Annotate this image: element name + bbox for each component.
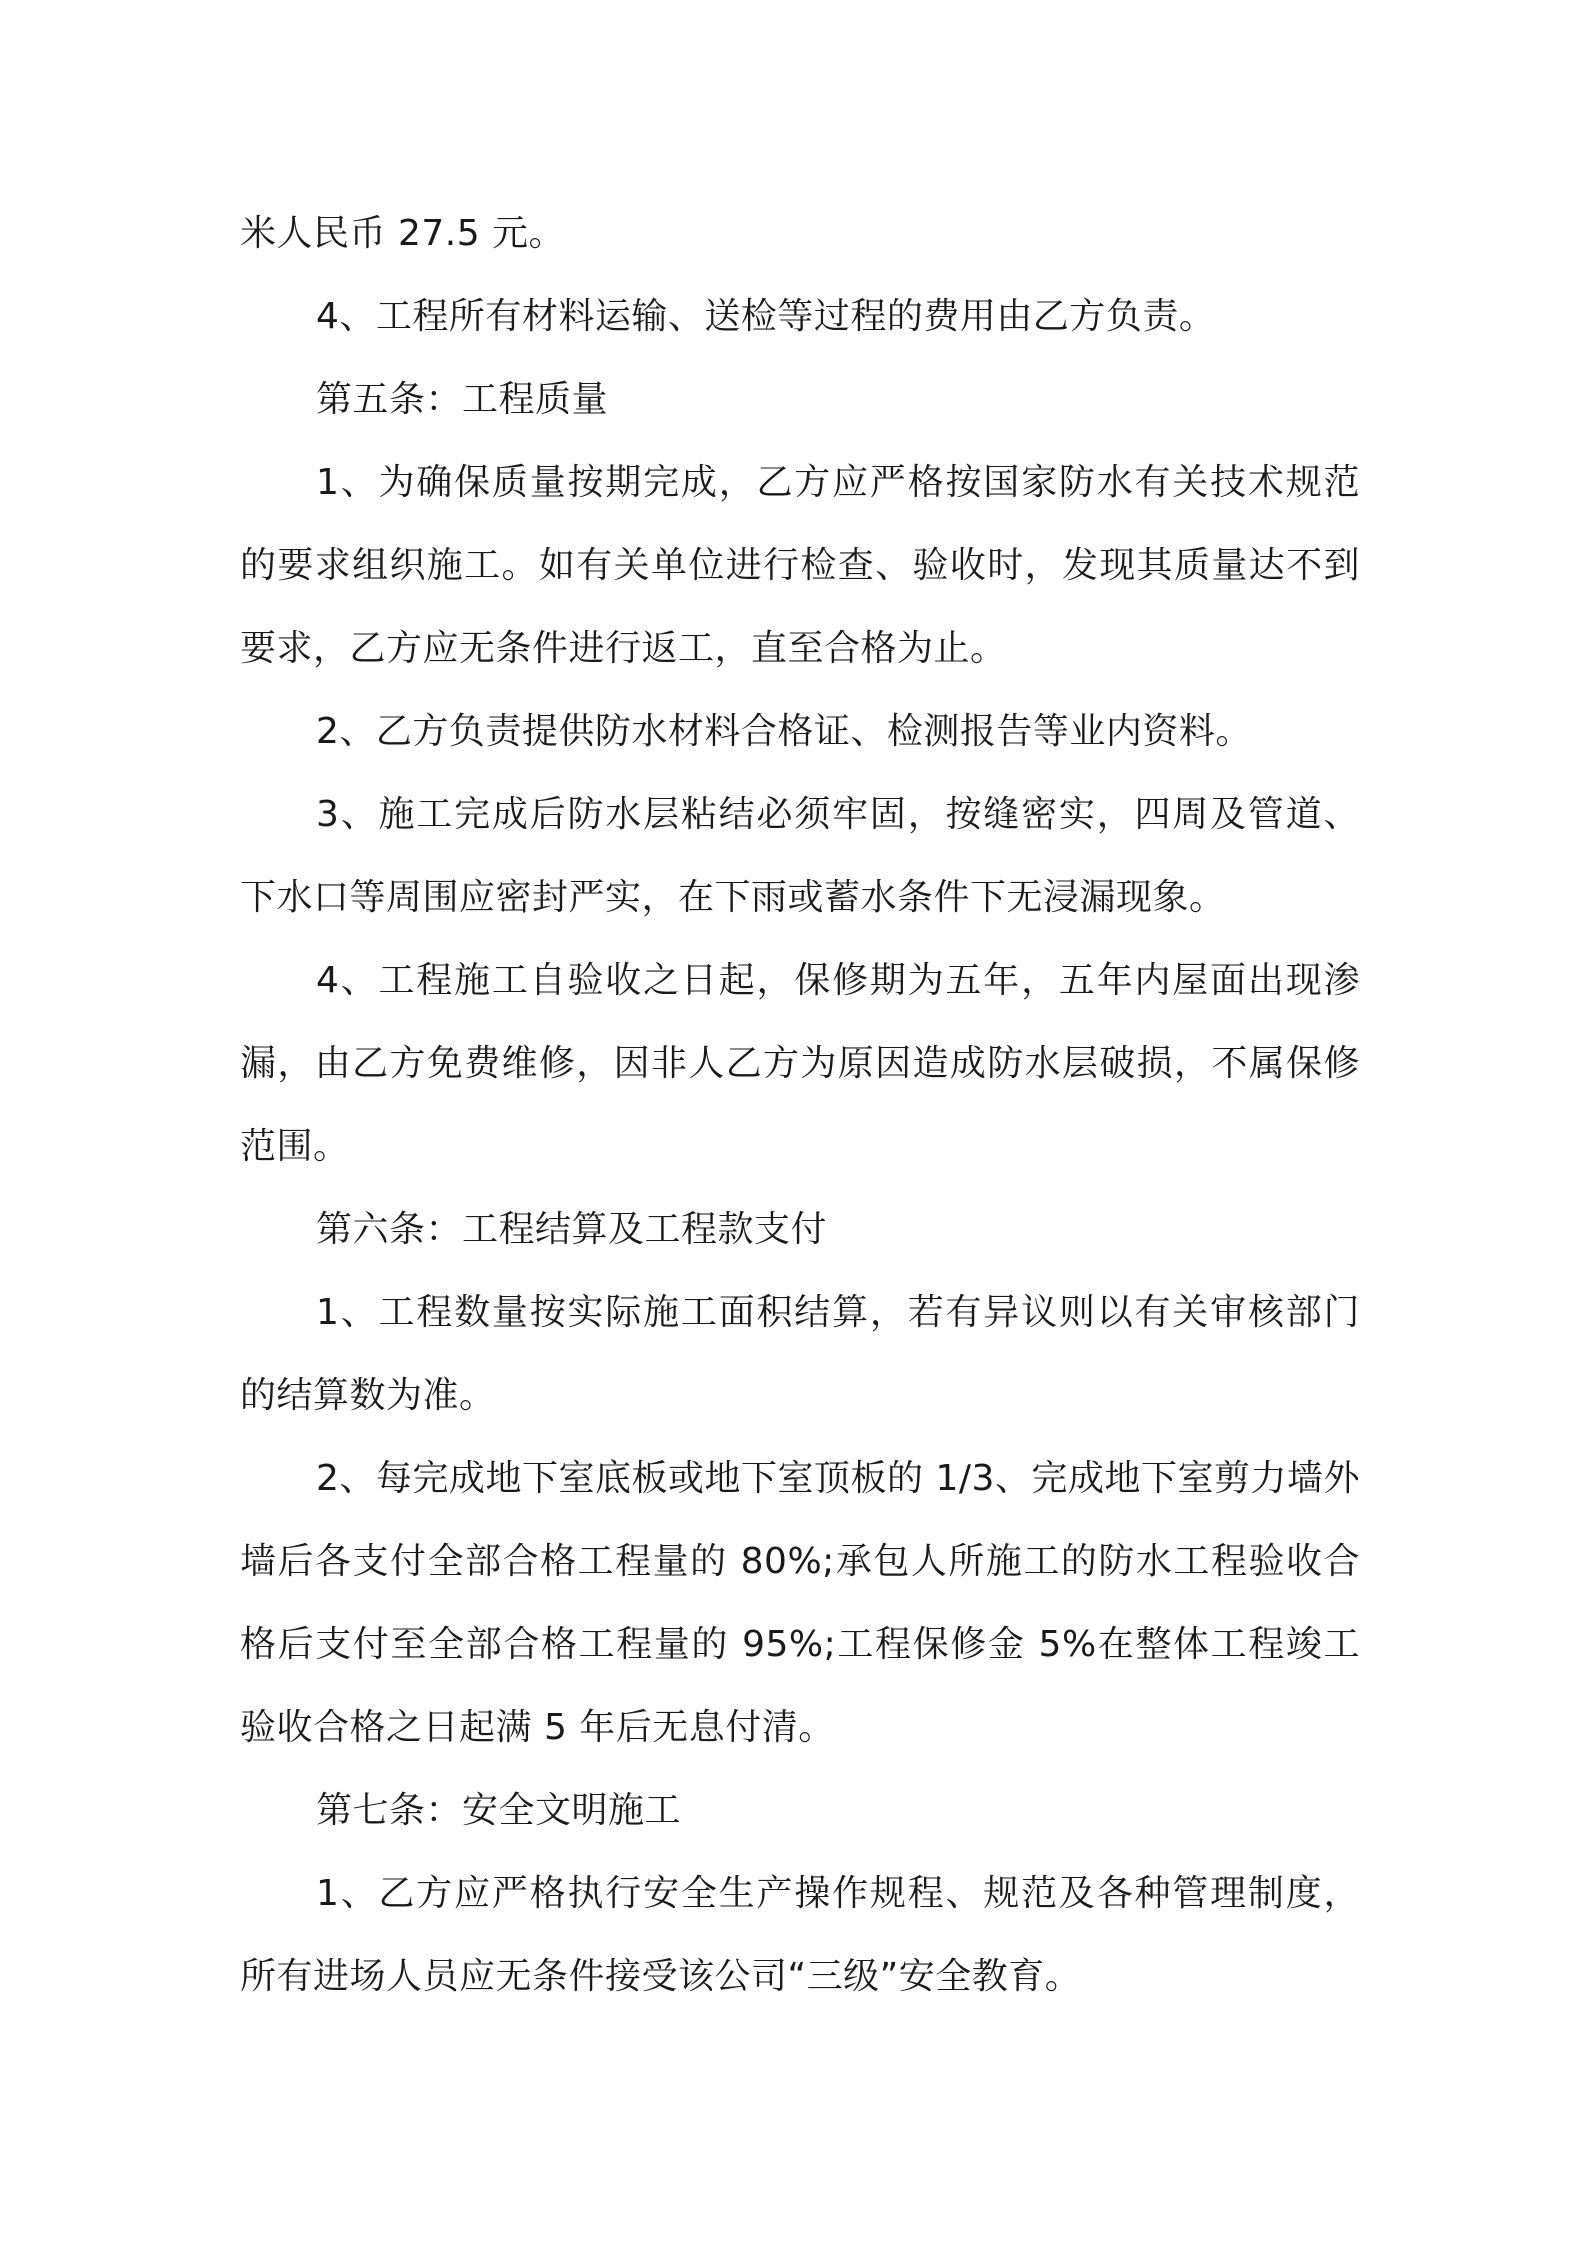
document-body (240, 192, 1360, 2018)
section-heading-article-6: 第六条：工程结算及工程款支付 (316, 1209, 828, 1250)
paragraph-item: 3、施工完成后防水层粘结必须牢固，按缝密实，四周及管道、下水口等周围应密封严实，在下雨或蓄水条件下无浸漏现象。 (240, 794, 1360, 918)
paragraph-item: 1、为确保质量按期完成，乙方应严格按国家防水有关技术规范的要求组织施工。如有关单位进行检查、验收时，发现其质量达不到要求，乙方应无条件进行返工，直至合格为止。 (240, 462, 1360, 669)
paragraph-item: 4、工程所有材料运输、送检等过程的费用由乙方负责。 (316, 296, 1216, 337)
section-heading-article-7: 第七条：安全文明施工 (316, 1790, 682, 1831)
paragraph-continuation: 米人民币 27.5 元。 (240, 213, 566, 254)
paragraph-item: 2、每完成地下室底板或地下室顶板的 1/3、完成地下室剪力墙外墙后各支付全部合格工程量的 80%;承包人所施工的防水工程验收合格后支付至全部合格工程量的 95%;工程保修金 5%在整体工程竣工验收合格之日起满 5 年后无息付清。 (240, 1458, 1360, 1748)
paragraph-item: 4、工程施工自验收之日起，保修期为五年，五年内屋面出现渗漏，由乙方免费维修，因非人乙方为原因造成防水层破损，不属保修范围。 (240, 960, 1360, 1167)
paragraph-item: 2、乙方负责提供防水材料合格证、检测报告等业内资料。 (316, 711, 1252, 752)
paragraph-item: 1、乙方应严格执行安全生产操作规程、规范及各种管理制度，所有进场人员应无条件接受该公司“三级”安全教育。 (240, 1873, 1360, 1997)
paragraph-item: 1、工程数量按实际施工面积结算，若有异议则以有关审核部门的结算数为准。 (240, 1292, 1360, 1416)
section-heading-article-5: 第五条：工程质量 (316, 379, 609, 420)
